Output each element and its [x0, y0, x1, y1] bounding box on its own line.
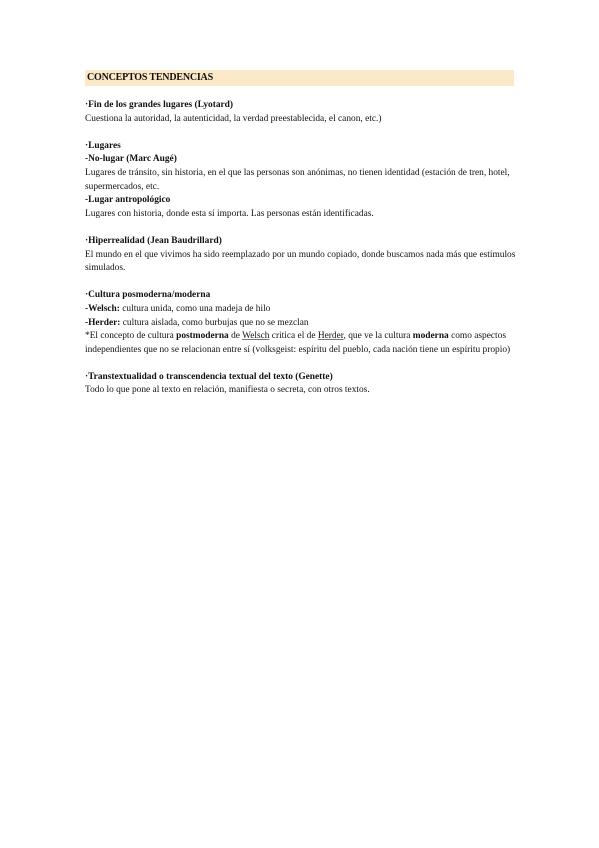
note-text: como aspectos independientes que no se relacionan entre sí (volksgeist: espíritu del pueblo, cada nación tiene un espíritu propio)	[85, 331, 511, 355]
subsection-heading: -Lugar antropológico	[85, 195, 171, 206]
note-bold: postmoderna	[176, 331, 229, 342]
section-transtextualidad	[85, 371, 517, 398]
section-hiperrealidad	[85, 235, 517, 276]
herder-text: cultura aislada, como burbujas que no se mezclan	[120, 317, 309, 328]
welsch-line	[85, 303, 517, 317]
note-text: de	[228, 331, 243, 342]
herder-line	[85, 317, 517, 331]
herder-label: -Herder:	[85, 317, 121, 328]
section-lugares	[85, 140, 517, 222]
welsch-label: -Welsch:	[85, 303, 120, 314]
note-text: *El concepto de cultura	[85, 331, 177, 342]
note-herder-underlined: Herder	[317, 331, 344, 342]
note-bold: moderna	[412, 331, 449, 342]
culture-note	[85, 330, 517, 357]
document-body	[85, 99, 517, 412]
section-text: El mundo en el que vivimos ha sido reemplazado por un mundo copiado, donde buscamos nada más que estímulos simulados.	[85, 249, 516, 274]
section-heading: ·Fin de los grandes lugares (Lyotard)	[85, 100, 234, 110]
note-text: critica el de	[269, 331, 318, 342]
section-heading: ·Transtextualidad o transcendencia textual del texto (Genette)	[85, 371, 333, 382]
section-heading: ·Hiperrealidad (Jean Baudrillard)	[85, 235, 222, 246]
subsection-heading: -No-lugar (Marc Augé)	[85, 154, 177, 165]
section-cultura	[85, 289, 517, 357]
subsection-text: Lugares de tránsito, sin historia, en el que las personas son anónimas, no tienen identidad (estación de tren, hotel, supermercados, etc.	[85, 167, 510, 192]
subsection-text: Lugares con historia, donde esta sí importa. Las personas están identificadas.	[85, 208, 374, 219]
section-heading: ·Cultura posmoderna/moderna	[85, 290, 211, 301]
section-text: Todo lo que pone al texto en relación, manifiesta o secreta, con otros textos.	[85, 385, 370, 396]
document-title: CONCEPTOS TENDENCIAS	[85, 70, 514, 86]
note-text: , que ve la cultura	[343, 331, 413, 342]
section-text: Cuestiona la autoridad, la autenticidad, la verdad preestablecida, el canon, etc.)	[85, 113, 382, 124]
note-welsch-underlined: Welsch	[242, 331, 270, 342]
section-lyotard	[85, 99, 517, 126]
welsch-text: cultura unida, como una madeja de hilo	[119, 303, 271, 314]
section-heading: ·Lugares	[85, 140, 121, 151]
